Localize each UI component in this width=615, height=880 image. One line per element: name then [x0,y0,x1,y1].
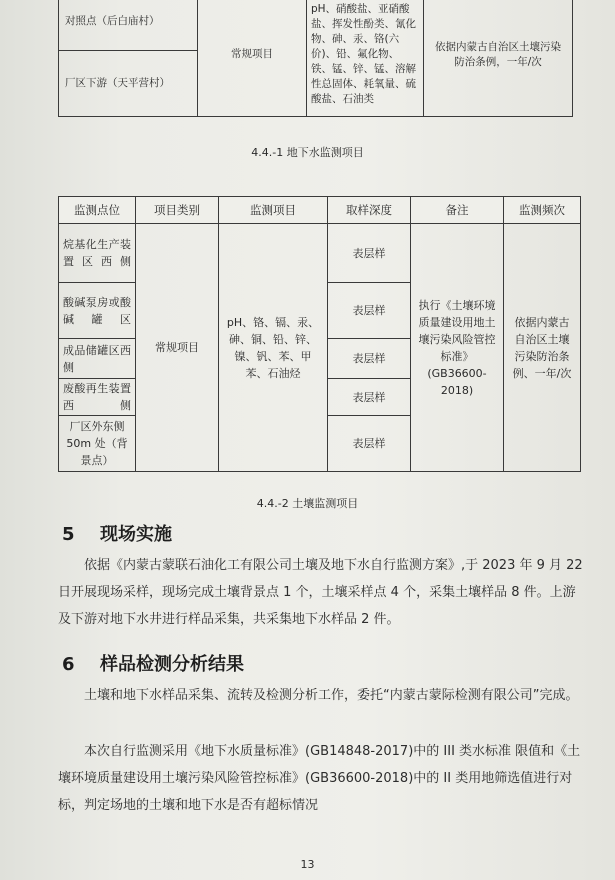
column-header: 监测频次 [504,197,581,224]
table-caption: 4.4.-1 地下水监测项目 [251,146,364,159]
column-header: 监测点位 [59,197,136,224]
monitoring-items: pH、硝酸盐、亚硝酸盐、挥发性酚类、氰化物、砷、汞、铬(六价)、铅、氟化物、铁、锰、锌、锰、溶解性总固体、耗氧量、硫酸盐、石油类 [307,0,424,117]
body-paragraph: 土壤和地下水样品采集、流转及检测分析工作，委托“内蒙古蒙际检测有限公司”完成。 [84,688,579,703]
sampling-depth: 表层样 [328,379,411,416]
table-header-row [59,197,581,224]
page-number: 13 [300,858,315,871]
table-caption: 4.4.-2 土壤监测项目 [256,497,359,510]
section-number: 5 [62,524,75,545]
monitoring-point: 废酸再生装置西侧 [59,379,136,416]
soil-monitoring-table [58,196,581,472]
table-row [59,224,581,283]
table-row [59,0,573,51]
monitoring-items: pH、铬、镉、汞、砷、铜、铅、锌、镍、钒、苯、甲苯、石油烃 [219,224,328,472]
section-heading [62,650,244,676]
sampling-depth: 表层样 [328,283,411,339]
column-header: 取样深度 [328,197,411,224]
column-header: 项目类别 [136,197,219,224]
monitoring-frequency: 依据内蒙古自治区土壤污染防治条例、一年/次 [504,224,581,472]
monitoring-point: 烷基化生产装置区西侧 [59,224,136,283]
monitoring-point: 厂区外东侧 50m 处（背景点） [59,416,136,472]
column-header: 监测项目 [219,197,328,224]
sampling-depth: 表层样 [328,416,411,472]
groundwater-monitoring-table [58,0,573,117]
monitoring-frequency: 依据内蒙古自治区土壤污染防治条例，一年/次 [424,0,573,117]
item-category: 常规项目 [198,0,307,117]
item-category: 常规项目 [136,224,219,472]
monitoring-point: 成品储罐区西侧 [59,339,136,379]
monitoring-point: 对照点（后白庙村） [59,0,198,51]
remarks: 执行《土壤环境质量建设用地土壤污染风险管控标准》(GB36600-2018) [411,224,504,472]
section-title: 样品检测分析结果 [100,654,244,675]
section-number: 6 [62,654,75,675]
monitoring-point: 厂区下游（天平营村） [59,51,198,117]
monitoring-point: 酸碱泵房或酸碱罐区 [59,283,136,339]
sampling-depth: 表层样 [328,224,411,283]
body-paragraph: 本次自行监测采用《地下水质量标准》(GB14848-2017)中的 III 类水标准 限值和《土壤环境质量建设用土壤污染风险管控标准》(GB36600-2018)中的 II 类用地筛选值进行对标，判定场地的土壤和地下水是否有超标情况 [58,744,581,813]
section-title: 现场实施 [100,524,172,545]
column-header: 备注 [411,197,504,224]
section-heading [62,520,172,546]
sampling-depth: 表层样 [328,339,411,379]
body-paragraph: 依据《内蒙古蒙联石油化工有限公司土壤及地下水自行监测方案》,于 2023 年 9 月 22 日开展现场采样，现场完成土壤背景点 1 个，土壤采样点 4 个，采集土壤样品 8 件。上游及下游对地下水井进行样品采集，共采集地下水样品 2 件。 [58,558,583,627]
